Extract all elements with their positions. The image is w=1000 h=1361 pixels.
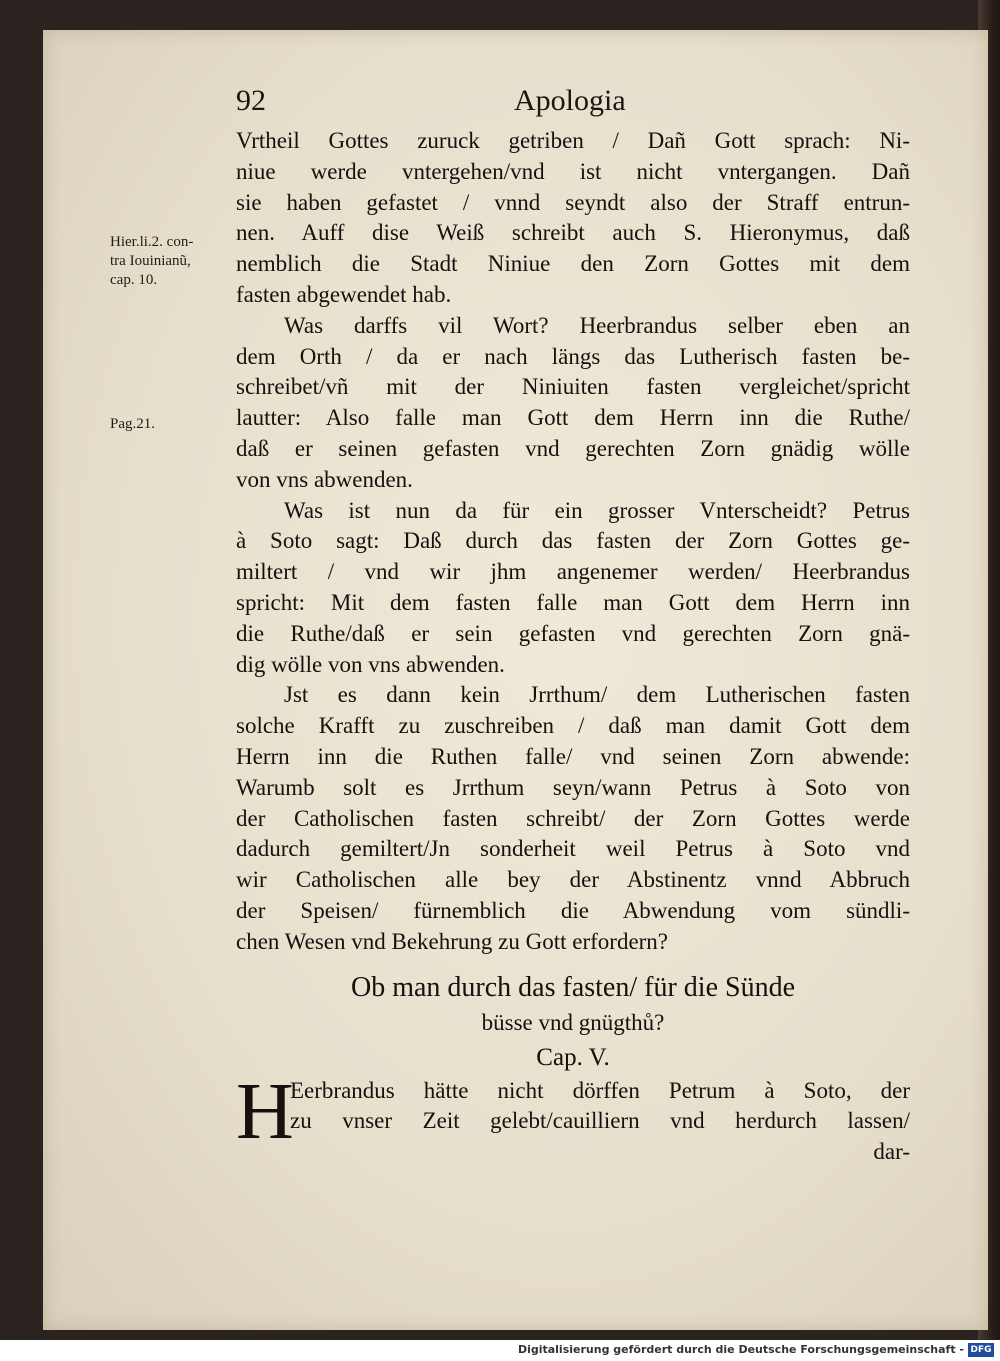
footer-strip	[0, 1340, 1000, 1361]
paragraph-1: Vrtheil Gottes zuruck getriben / Dañ Gott sprach: Ni- niue werde vntergehen/vnd ist nicht vntergangen. Dañ sie haben gefastet / vnnd seyndt also der Straff entrun- nen. Auff dise Weiß schreibt auch S. Hieronymus, daß nemblich die Stadt Niniue den Zorn Gottes mit dem fasten abgewendet hab.	[236, 128, 910, 307]
chapter-label: Cap. V.	[536, 1043, 610, 1071]
margin-note-hieronymus: Hier.li.2. con- tra Iouinianũ, cap. 10.	[110, 234, 194, 288]
drop-cap: H	[236, 1067, 294, 1156]
chapter-heading-line2: büsse vnd gnügthů?	[481, 1009, 665, 1035]
chapter-heading: Ob man durch das fasten/ für die Sünde	[351, 971, 795, 1003]
margin-note-page-ref: Pag.21.	[110, 416, 155, 432]
page-number: 92	[236, 84, 266, 117]
digitization-credit: Digitalisierung gefördert durch die Deutsche Forschungsgemeinschaft -	[517, 1343, 964, 1356]
dfg-logo-icon: DFG	[968, 1343, 994, 1357]
body-text	[236, 126, 910, 1168]
paragraph-4: Jst es dann kein Jrrthum/ dem Lutherischen fasten solche Krafft zu zuschreiben / daß man damit Gott dem Herrn inn die Ruthen falle/ vnd seinen Zorn abwende: Warumb solt es Jrrthum seyn/wann Petrus à Soto von der Catholischen fasten schreibt/ der Zorn Gottes werde dadurch gemiltert/Jn sonderheit weil Petrus à Soto vnd wir Catholischen alle bey der Abstinentz vnnd Abbruch der Speisen/ fürnemblich die Abwendung vom sündli- chen Wesen vnd Bekehrung zu Gott erfordern?	[236, 682, 910, 954]
page-header	[236, 84, 644, 124]
catchword: dar-	[873, 1139, 910, 1165]
paragraph-2: Was darffs vil Wort? Heerbrandus selber eben an dem Orth / da er nach längs das Lutherisch fasten be- schreibet/vñ mit der Niniuiten fasten vergleichet/spricht lautter: Also falle man Gott dem Herrn inn die Ruthe/ daß er seinen gefasten vnd gerechten Zorn gnädig wölle von vns abwenden.	[236, 312, 910, 492]
paragraph-3: Was ist nun da für ein grosser Vnterscheidt? Petrus à Soto sagt: Daß durch das fasten der Zorn Gottes ge- miltert / vnd wir jhm angenemer werden/ Heerbrandus spricht: Mit dem fasten falle man Gott dem Herrn inn die Ruthe/daß er sein gefasten vnd gerechten Zorn gnä- dig wölle von vns abwenden.	[236, 497, 910, 677]
running-title: Apologia	[514, 84, 626, 117]
chapter-opening: H Eerbrandus hätte nicht dörffen Petrum à Soto, der zu vnser Zeit gelebt/cauilliern vnd herdurch lassen/ dar-	[236, 1076, 910, 1168]
